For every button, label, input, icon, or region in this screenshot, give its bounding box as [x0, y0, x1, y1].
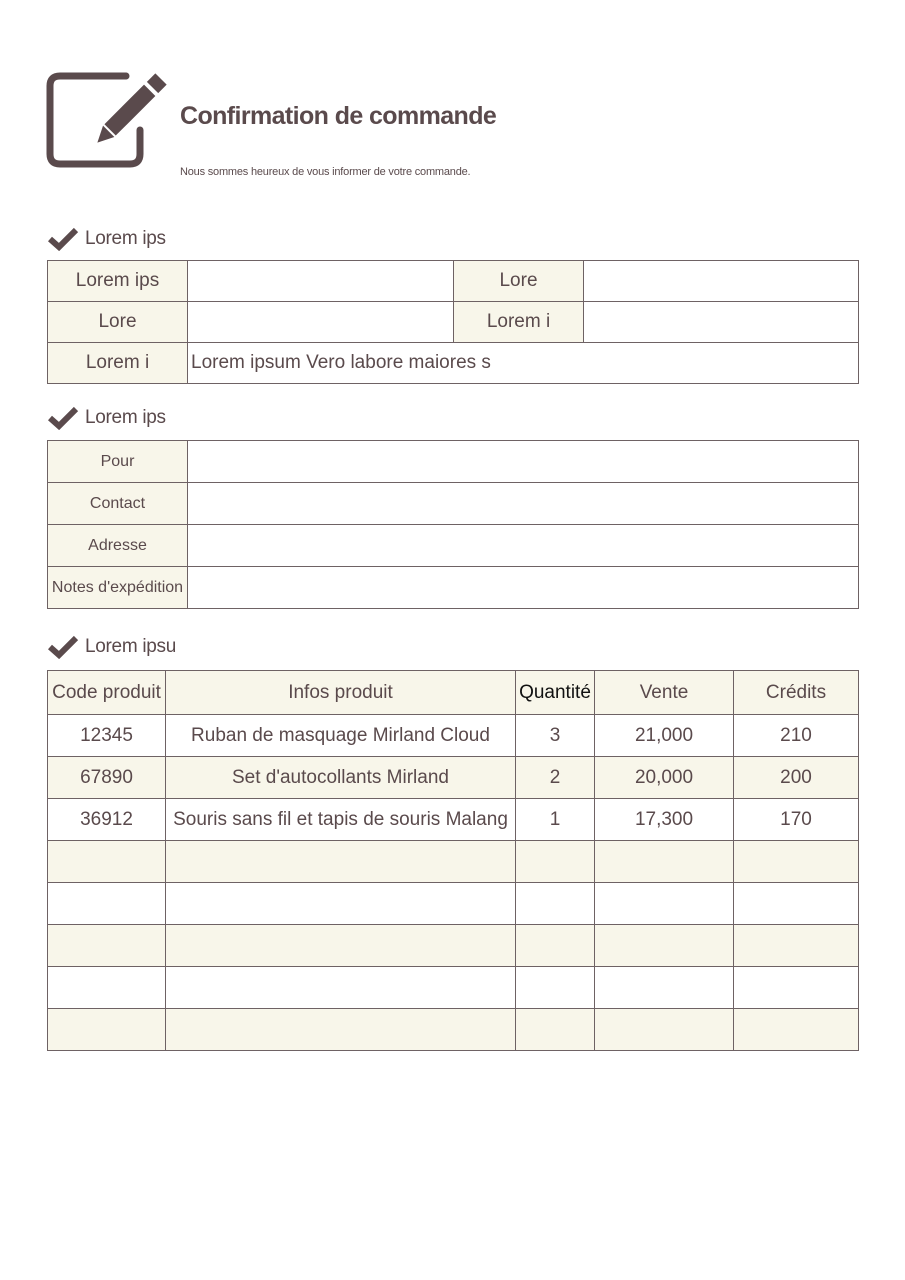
field-label: Notes d'expédition — [48, 567, 188, 609]
quantity-cell[interactable]: 1 — [516, 799, 595, 841]
product-code-cell[interactable] — [48, 1009, 166, 1051]
sale-cell[interactable]: 17,300 — [595, 799, 734, 841]
sale-cell[interactable]: 20,000 — [595, 757, 734, 799]
section-1-heading — [47, 226, 166, 252]
table-row — [48, 883, 859, 925]
table-row — [48, 715, 859, 757]
product-code-cell[interactable] — [48, 967, 166, 1009]
product-code-cell[interactable]: 36912 — [48, 799, 166, 841]
field-label: Lore — [48, 302, 188, 343]
section-2-label: Lorem ips — [85, 407, 166, 428]
column-header: Quantité — [516, 671, 595, 715]
field-value[interactable] — [584, 261, 859, 302]
product-code-cell[interactable]: 67890 — [48, 757, 166, 799]
product-info-cell[interactable] — [166, 841, 516, 883]
table-row — [48, 925, 859, 967]
field-value[interactable] — [188, 302, 454, 343]
column-header: Crédits — [734, 671, 859, 715]
section-3-label: Lorem ipsu — [85, 636, 176, 657]
order-info-table — [47, 260, 859, 384]
field-label: Lorem i — [454, 302, 584, 343]
field-label: Pour — [48, 441, 188, 483]
sale-cell[interactable] — [595, 1009, 734, 1051]
table-row — [48, 1009, 859, 1051]
credits-cell[interactable] — [734, 1009, 859, 1051]
sale-cell[interactable] — [595, 883, 734, 925]
table-row — [48, 261, 859, 302]
sale-cell[interactable] — [595, 967, 734, 1009]
table-row — [48, 343, 859, 384]
product-code-cell[interactable] — [48, 883, 166, 925]
sale-cell[interactable] — [595, 841, 734, 883]
table-row — [48, 757, 859, 799]
credits-cell[interactable] — [734, 841, 859, 883]
section-2-heading — [47, 405, 166, 431]
credits-cell[interactable]: 200 — [734, 757, 859, 799]
product-info-cell[interactable] — [166, 1009, 516, 1051]
page-title: Confirmation de commande — [180, 102, 497, 130]
product-info-cell[interactable]: Souris sans fil et tapis de souris Malang — [166, 799, 516, 841]
section-3-heading — [47, 634, 176, 660]
quantity-cell[interactable] — [516, 1009, 595, 1051]
shipping-table — [47, 440, 859, 609]
credits-cell[interactable] — [734, 925, 859, 967]
field-value[interactable] — [188, 483, 859, 525]
field-label: Lorem i — [48, 343, 188, 384]
table-header-row — [48, 671, 859, 715]
field-value[interactable] — [188, 261, 454, 302]
quantity-cell[interactable] — [516, 841, 595, 883]
sale-cell[interactable]: 21,000 — [595, 715, 734, 757]
checkmark-icon — [47, 406, 79, 430]
section-1-label: Lorem ips — [85, 228, 166, 249]
table-row — [48, 841, 859, 883]
field-value[interactable]: Lorem ipsum Vero labore maiores s — [188, 343, 859, 384]
table-row — [48, 302, 859, 343]
table-row — [48, 441, 859, 483]
products-table — [47, 670, 859, 1051]
field-label: Lore — [454, 261, 584, 302]
table-row — [48, 567, 859, 609]
field-value[interactable] — [188, 525, 859, 567]
product-info-cell[interactable]: Ruban de masquage Mirland Cloud — [166, 715, 516, 757]
product-info-cell[interactable] — [166, 883, 516, 925]
credits-cell[interactable] — [734, 883, 859, 925]
product-code-cell[interactable] — [48, 925, 166, 967]
column-header: Infos produit — [166, 671, 516, 715]
quantity-cell[interactable]: 2 — [516, 757, 595, 799]
quantity-cell[interactable] — [516, 883, 595, 925]
credits-cell[interactable]: 170 — [734, 799, 859, 841]
credits-cell[interactable] — [734, 967, 859, 1009]
checkmark-icon — [47, 635, 79, 659]
table-row — [48, 799, 859, 841]
field-value[interactable] — [188, 441, 859, 483]
quantity-cell[interactable]: 3 — [516, 715, 595, 757]
table-row — [48, 483, 859, 525]
product-info-cell[interactable] — [166, 925, 516, 967]
field-label: Contact — [48, 483, 188, 525]
product-info-cell[interactable]: Set d'autocollants Mirland — [166, 757, 516, 799]
field-value[interactable] — [188, 567, 859, 609]
field-label: Adresse — [48, 525, 188, 567]
credits-cell[interactable]: 210 — [734, 715, 859, 757]
field-label: Lorem ips — [48, 261, 188, 302]
product-code-cell[interactable]: 12345 — [48, 715, 166, 757]
page-subtitle: Nous sommes heureux de vous informer de votre commande. — [180, 166, 471, 178]
product-code-cell[interactable] — [48, 841, 166, 883]
sale-cell[interactable] — [595, 925, 734, 967]
edit-document-icon — [46, 72, 172, 168]
product-info-cell[interactable] — [166, 967, 516, 1009]
field-value[interactable] — [584, 302, 859, 343]
column-header: Code produit — [48, 671, 166, 715]
quantity-cell[interactable] — [516, 967, 595, 1009]
table-row — [48, 967, 859, 1009]
quantity-cell[interactable] — [516, 925, 595, 967]
table-row — [48, 525, 859, 567]
checkmark-icon — [47, 227, 79, 251]
column-header: Vente — [595, 671, 734, 715]
